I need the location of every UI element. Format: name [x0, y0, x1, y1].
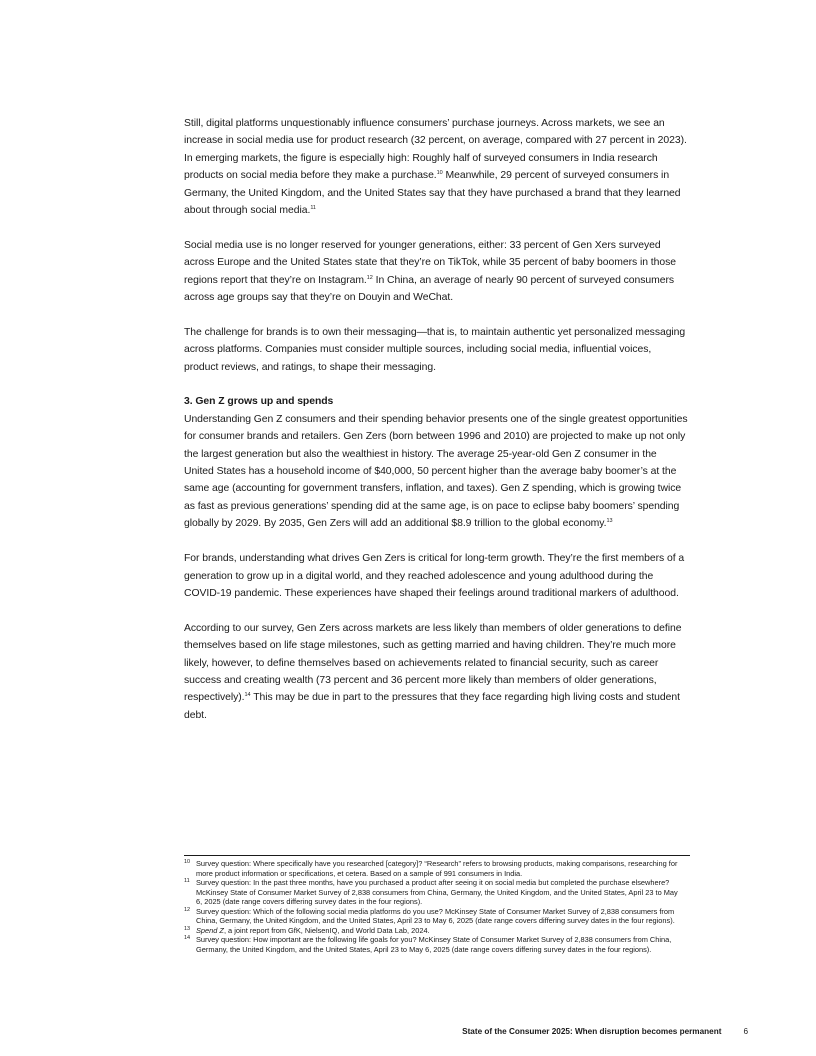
- footnote-ref-11[interactable]: 11: [310, 205, 316, 212]
- paragraph-gen-z-spending: Understanding Gen Z consumers and their spending behavior presents one of the single greatest opportunities for consumer brands and retailers. Gen Zers (born between 1996 and 2010) are projected to make up not only the largest generation but also the wealthiest in history. The average 25-year-old Gen Z consumer in the United States has a household income of $40,000, 50 percent higher than the average baby boomer’s at the same age (accounting for government transfers, inflation, and taxes). Gen Z spending, which is growing twice as fast as previous generations’ spending did at the same age, is on pace to eclipse baby boomers’ spending globally by 2029. By 2035, Gen Zers will add an additional $8.9 trillion to the global economy.$^{13}$: [184, 413, 688, 530]
- footnote-14: 14 Survey question: How important are the following life goals for you? McKinsey State of Consumer Market Survey of 2,838 consumers from China, Germany, the United Kingdom, and the United States, April 23 to May 6, 2025 (date range covers differing survey dates in the four regions).: [184, 935, 672, 954]
- footnotes: [184, 859, 684, 954]
- footnote-ref-12[interactable]: 12: [366, 274, 373, 281]
- page-footer: [462, 1027, 748, 1037]
- footnote-divider: [184, 855, 690, 856]
- section-heading: 3. Gen Z grows up and spends: [184, 396, 334, 408]
- footnote-ref-13[interactable]: 13: [606, 518, 613, 525]
- footnote-ref-10[interactable]: 10: [436, 170, 443, 177]
- footnote-ref-14[interactable]: 14: [244, 692, 251, 699]
- page-number: 6: [743, 1027, 748, 1036]
- paragraph-brand-challenge: The challenge for brands is to own their messaging—that is, to maintain authentic yet personalized messaging across platforms. Companies must consider multiple sources, including social media, influential voices, product reviews, and ratings, to shape their messaging.: [184, 326, 686, 373]
- paragraph-older-generations: Social media use is no longer reserved for younger generations, either: 33 percent of Gen Xers surveyed across Europe and the United States state that they’re on TikTok, while 35 percent of baby boomers in those regions report that they’re on Instagram.$^{12}$ In China, an average of nearly 90 percent of surveyed consumers across age groups say that they’re on Douyin and WeChat.: [184, 239, 676, 304]
- report-title: State of the Consumer 2025: When disruption becomes permanent: [462, 1027, 722, 1036]
- paragraph-gen-z-drivers: For brands, understanding what drives Gen Zers is critical for long-term growth. They’re the first members of a generation to grow up in a digital world, and they reached adolescence and young adulthood during the COVID-19 pandemic. These experiences have shaped their feelings around traditional markers of adulthood.: [184, 553, 685, 599]
- footnote-11: 11 Survey question: In the past three months, have you purchased a product after seeing it on social media but completed the purchase elsewhere? McKinsey State of Consumer Market Survey of 2,838 consumers from China, Germany, the United Kingdom, and the United States, April 23 to May 6, 2025 (date range covers differing survey dates in the four regions).: [184, 878, 678, 906]
- body-text: [184, 115, 688, 742]
- footnote-12: 12 Survey question: Which of the following social media platforms do you use? McKinsey State of Consumer Market Survey of 2,838 consumers from China, Germany, the United Kingdom, and the United States, April 23 to May 6, 2025 (date range covers differing survey dates in the four regions).: [184, 906, 675, 925]
- footnote-10: 10 Survey question: Where specifically have you researched [category]? “Research” refers to browsing products, making comparisons, researching for more product information or specifications, et cetera. Based on a sample of 991 consumers in India.: [184, 859, 678, 878]
- paragraph-survey-findings: According to our survey, Gen Zers across markets are less likely than members of older generations to define themselves based on life stage milestones, such as getting married and having children. They’re much more likely, however, to define themselves based on achievements related to financial security, such as career success and creating wealth (73 percent and 36 percent more likely than members of older generations, respectively).$^{14}$ This may be due in part to the pressures that they face regarding high living costs and student debt.: [184, 622, 682, 721]
- paragraph-social-research: Still, digital platforms unquestionably influence consumers’ purchase journeys. Across markets, we see an increase in social media use for product research (32 percent, on average, compared with 27 percent in 2023). In emerging markets, the figure is especially high: Roughly half of surveyed consumers in India research products on social media before they make a purchase.$^{10}$ Meanwhile, 29 percent of surveyed consumers in Germany, the United Kingdom, and the United States say that they have purchased a brand that they learned about through social media.$^{11}$: [184, 118, 687, 217]
- footnote-13: 13 Spend Z, a joint report from GfK, NielsenIQ, and World Data Lab, 2024.: [184, 925, 430, 935]
